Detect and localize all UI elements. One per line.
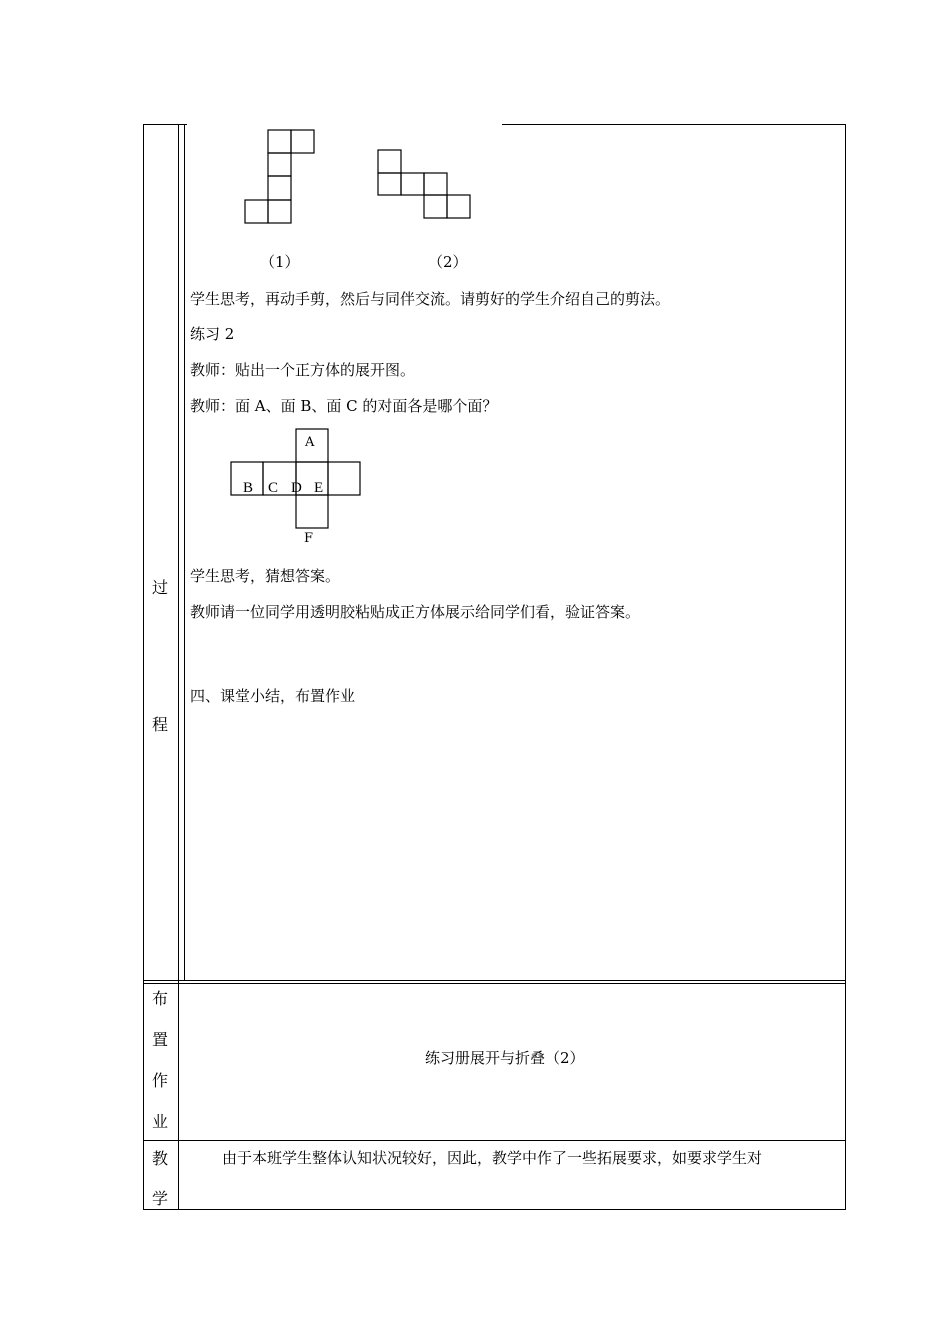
content-line: 学生思考，再动手剪，然后与同伴交流。请剪好的学生介绍自己的剪法。: [190, 290, 671, 308]
net-square-e: [328, 462, 360, 495]
figure1-square: [268, 130, 291, 153]
net-label-c: C: [268, 480, 279, 496]
row-divider-homework: [143, 980, 846, 981]
net-label-f: F: [304, 531, 314, 546]
figure-caption-2: （2）: [428, 253, 468, 271]
net-label-e: E: [314, 480, 324, 496]
table-bottom-border: [143, 1209, 846, 1210]
homework-text: 练习册展开与折叠（2）: [425, 1049, 585, 1067]
content-line: 练习 2: [190, 325, 235, 343]
process-label-char: 过: [151, 578, 168, 597]
content-line: 学生思考，猜想答案。: [190, 567, 341, 585]
figure1-square: [268, 153, 291, 176]
reflection-label-char: 教: [151, 1149, 168, 1168]
net-label-b: B: [243, 480, 254, 496]
row-divider-homework-inner: [143, 983, 846, 984]
figure2-square: [378, 173, 401, 195]
homework-label-char: 作: [151, 1071, 168, 1090]
content-line: 教师：贴出一个正方体的展开图。: [190, 361, 416, 379]
content-line: 教师请一位同学用透明胶粘贴成正方体展示给同学们看，验证答案。: [190, 603, 641, 621]
figure1-square: [245, 200, 268, 223]
row-divider-reflection: [143, 1140, 846, 1141]
homework-label-char: 业: [151, 1112, 168, 1131]
net-square-f: [296, 495, 328, 528]
figure1-square: [268, 176, 291, 200]
net-label-a: A: [305, 435, 315, 450]
figure-caption-1: （1）: [260, 253, 300, 271]
figure2-square: [424, 173, 447, 195]
figure2-square: [447, 195, 470, 218]
net-label-d: D: [291, 480, 302, 496]
homework-label-char: 布: [151, 989, 168, 1008]
content-line: 四、课堂小结，布置作业: [190, 687, 356, 705]
figure1-square: [268, 200, 291, 223]
figure2-square: [424, 195, 447, 218]
figure2-square: [401, 173, 424, 195]
figure2-square: [378, 150, 401, 173]
homework-label-char: 置: [151, 1030, 168, 1049]
reflection-label-char: 学: [151, 1189, 168, 1208]
content-line: 教师：面 A、面 B、面 C 的对面各是哪个面？: [190, 397, 498, 415]
figure1-square: [291, 130, 314, 153]
reflection-text: 由于本班学生整体认知状况较好，因此，教学中作了一些拓展要求，如要求学生对: [222, 1149, 763, 1167]
unfold-figures: [0, 0, 950, 560]
process-label-char: 程: [151, 715, 168, 734]
